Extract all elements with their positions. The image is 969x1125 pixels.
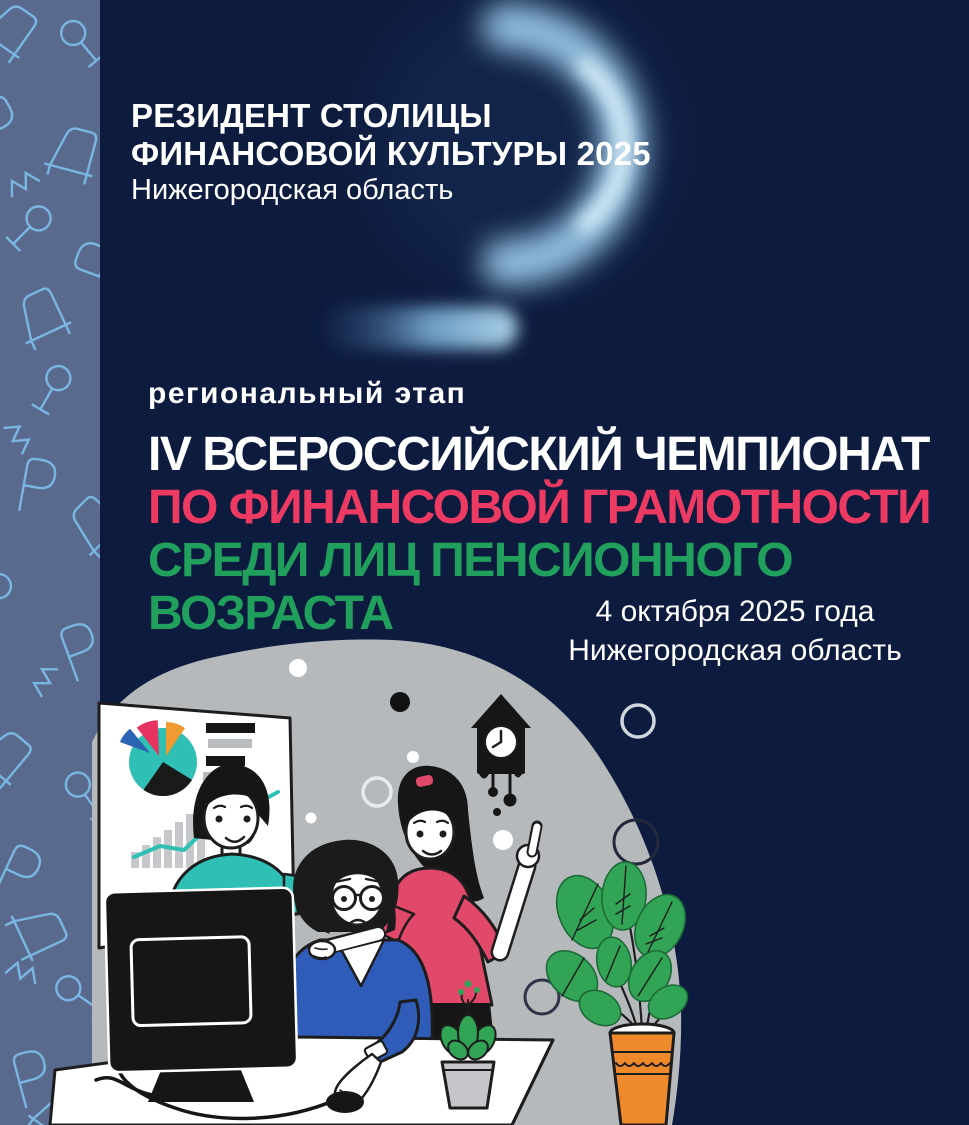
computer-mouse [326,1091,364,1113]
stage-label: региональный этап [148,377,467,410]
illustration [50,640,695,1125]
event-location: Нижегородская область [568,634,902,667]
event-title-line2: ПО ФИНАНСОВОЙ ГРАМОТНОСТИ [148,481,931,534]
resident-title [131,97,651,173]
glow-streak [322,307,518,349]
event-date: 4 октября 2025 года [595,595,875,628]
resident-title-line2: ФИНАНСОВОЙ КУЛЬТУРЫ 2025 [131,135,651,172]
resident-title-line1: РЕЗИДЕНТ СТОЛИЦЫ [131,97,492,134]
event-title-line1: IV ВСЕРОССИЙСКИЙ ЧЕМПИОНАТ [148,428,929,481]
event-title-line3: СРЕДИ ЛИЦ ПЕНСИОННОГО [148,534,793,587]
event-title-line4: ВОЗРАСТА [148,587,393,640]
resident-region: Нижегородская область [131,174,454,206]
event-info [555,592,915,670]
